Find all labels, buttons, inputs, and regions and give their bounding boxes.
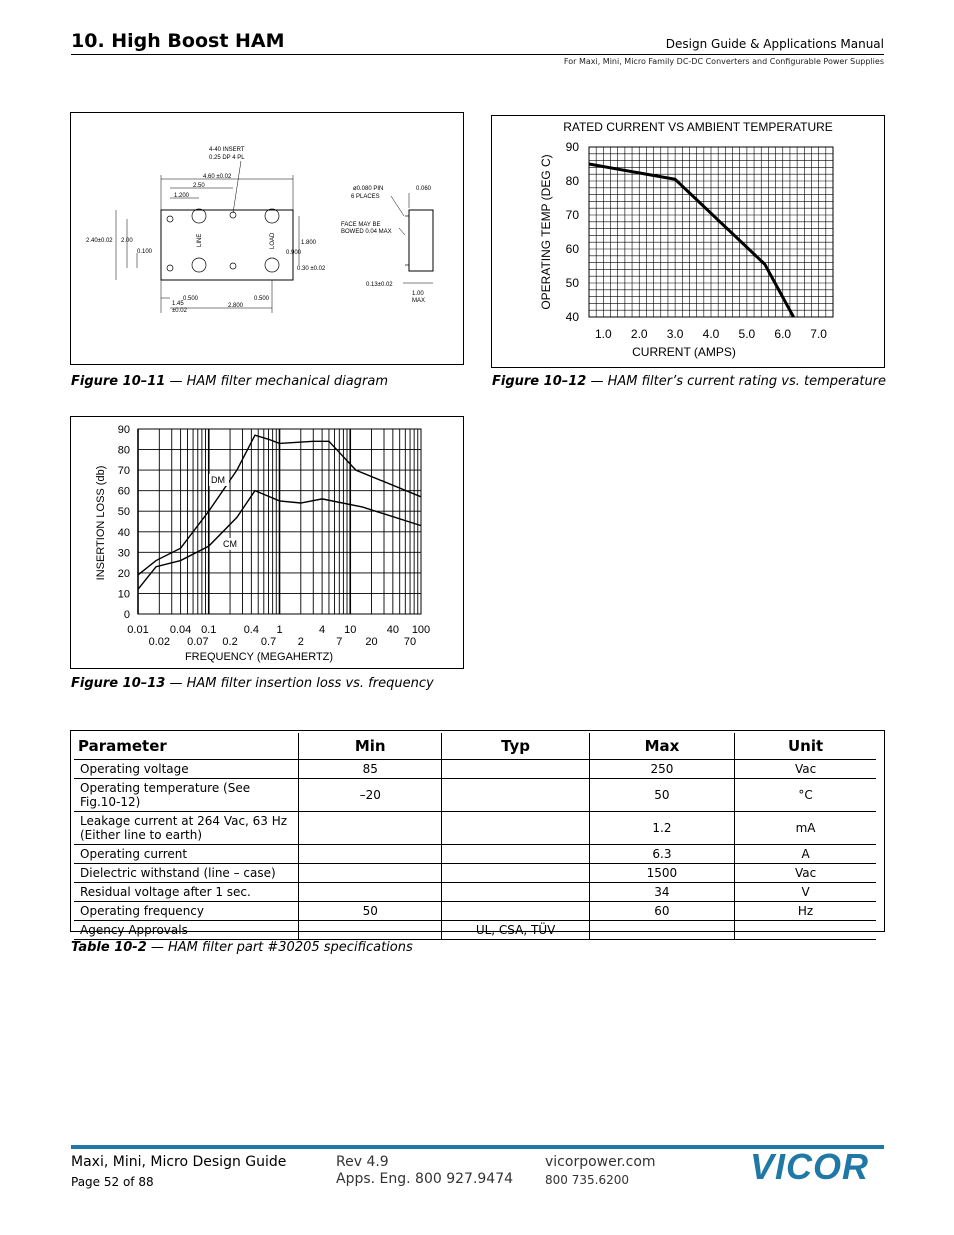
label-0060: 0.060	[416, 186, 432, 192]
svg-text:VICOR: VICOR	[750, 1150, 870, 1184]
table-row	[74, 902, 876, 921]
label-load: LOAD	[270, 232, 276, 249]
table-cell: Operating temperature (See Fig.10-12)	[74, 779, 299, 812]
x-tick-label: 100	[411, 624, 431, 636]
label-face2: BOWED 0.04 MAX	[341, 229, 392, 235]
label-200: 2.00	[121, 238, 133, 244]
label-013: 0.13±0.02	[366, 282, 393, 288]
x-axis-label: FREQUENCY (MEGAHERTZ)	[184, 651, 334, 663]
table-row	[74, 779, 876, 812]
label-1800: 1.800	[301, 240, 317, 246]
y-tick-label: 0	[123, 609, 130, 621]
x-tick-label: 7	[336, 636, 343, 648]
table-cell: Operating frequency	[74, 902, 299, 921]
chart-insertion-box	[70, 416, 464, 669]
y-tick-label: 70	[565, 208, 579, 222]
label-0100: 0.100	[137, 249, 153, 255]
table-cell: 6.3	[589, 845, 734, 864]
label-0500b: 0.500	[254, 296, 270, 302]
x-tick-label: 0.1	[201, 624, 217, 636]
figure-13-caption: Figure 10–13 — HAM filter insertion loss vs. frequency	[71, 676, 434, 691]
spec-table-box	[70, 730, 885, 937]
table-cell: V	[735, 883, 876, 902]
header-typ: Typ	[442, 733, 589, 760]
table-cell	[442, 760, 589, 779]
table-row	[74, 760, 876, 779]
y-axis-label: INSERTION LOSS (db)	[95, 465, 107, 581]
y-tick-label: 90	[565, 140, 579, 154]
table-cell: UL, CSA, TÜV	[442, 921, 589, 940]
x-tick-label: 70	[403, 636, 417, 648]
header-parameter: Parameter	[74, 733, 299, 760]
table-cell	[299, 921, 442, 940]
table-cell: 50	[589, 779, 734, 812]
header-unit: Unit	[735, 733, 876, 760]
table-cell: A	[735, 845, 876, 864]
table-cell: Vac	[735, 864, 876, 883]
x-tick-label: 40	[386, 624, 399, 636]
label-1200: 1.200	[174, 193, 190, 199]
header-max: Max	[589, 733, 734, 760]
mechanical-diagram	[71, 113, 463, 364]
x-tick-label: 1	[276, 624, 283, 636]
y-tick-label: 40	[117, 526, 130, 539]
table-cell: 85	[299, 760, 442, 779]
label-line: LINE	[197, 233, 203, 247]
label-max: MAX	[412, 298, 426, 304]
chart-insertion-loss	[71, 417, 463, 668]
manual-subtitle: For Maxi, Mini, Micro Family DC-DC Converters and Configurable Power Supplies	[563, 57, 884, 66]
y-tick-label: 30	[117, 547, 130, 560]
table-row	[74, 883, 876, 902]
x-tick-label: 20	[365, 636, 378, 648]
table-cell: 1.2	[589, 812, 734, 845]
label-250: 2.50	[193, 183, 205, 189]
page-title: 10. High Boost HAM	[71, 30, 285, 52]
table-row	[74, 812, 876, 845]
x-tick-label: 0.2	[222, 636, 238, 648]
y-tick-label: 70	[117, 465, 130, 478]
header-min: Min	[299, 733, 442, 760]
table-cell	[442, 864, 589, 883]
footer-rev: Rev 4.9	[336, 1154, 389, 1170]
table-cell: °C	[735, 779, 876, 812]
table-cell: 250	[589, 760, 734, 779]
y-tick-label: 80	[565, 174, 579, 188]
x-tick-label: 4	[319, 624, 326, 636]
label-insert2: 0.25 DP 4 PL	[209, 155, 245, 161]
table-cell: Dielectric withstand (line – case)	[74, 864, 299, 883]
table-cell	[299, 845, 442, 864]
figure-12-caption: Figure 10–12 — HAM filter’s current rating vs. temperature	[492, 374, 887, 389]
y-axis-label: OPERATING TEMP (DEG C)	[539, 154, 553, 310]
table-cell: 50	[299, 902, 442, 921]
table-cell: Hz	[735, 902, 876, 921]
series-label-dm: DM	[211, 475, 225, 485]
label-face: FACE MAY BE	[341, 222, 381, 228]
table-cell: 34	[589, 883, 734, 902]
x-tick-label: 7.0	[810, 327, 827, 341]
table-cell	[442, 902, 589, 921]
y-tick-label: 10	[117, 588, 130, 601]
table-cell: Residual voltage after 1 sec.	[74, 883, 299, 902]
y-tick-label: 20	[117, 567, 130, 580]
y-tick-label: 60	[565, 242, 579, 256]
x-tick-label: 3.0	[666, 327, 684, 341]
label-030: 0.30 ±0.02	[297, 266, 326, 272]
table-cell	[299, 883, 442, 902]
label-100: 1.00	[412, 291, 424, 297]
chart-current-vs-temp	[492, 116, 884, 367]
table-cell	[442, 812, 589, 845]
table-cell	[442, 779, 589, 812]
x-tick-label: 2.0	[630, 327, 648, 341]
label-0500a: 0.500	[183, 296, 199, 302]
y-tick-label: 40	[565, 310, 579, 324]
table-cell	[299, 812, 442, 845]
x-tick-label: 2	[297, 636, 304, 648]
table-cell	[299, 864, 442, 883]
series-label-cm: CM	[223, 539, 237, 549]
x-tick-label: 5.0	[738, 327, 756, 341]
label-145: 1.45	[172, 301, 184, 307]
x-tick-label: 0.4	[243, 624, 259, 636]
table-cell: Leakage current at 264 Vac, 63 Hz (Either line to earth)	[74, 812, 299, 845]
vicor-logo	[750, 1150, 885, 1184]
manual-title: Design Guide & Applications Manual	[665, 37, 884, 51]
y-tick-label: 90	[117, 424, 130, 436]
chart-title: RATED CURRENT VS AMBIENT TEMPERATURE	[563, 120, 833, 134]
y-tick-label: 80	[117, 444, 130, 457]
table-body	[74, 760, 876, 940]
x-tick-label: 6.0	[774, 327, 792, 341]
label-460: 4.60 ±0.02	[203, 174, 232, 180]
table-cell	[442, 845, 589, 864]
table-cell: 1500	[589, 864, 734, 883]
table-cell	[589, 921, 734, 940]
label-0900: 0.900	[286, 250, 302, 256]
x-tick-label: 10	[344, 624, 357, 636]
table-cell: Operating current	[74, 845, 299, 864]
figure-11-caption: Figure 10–11 — HAM filter mechanical diagram	[71, 374, 388, 389]
x-tick-label: 0.04	[169, 624, 192, 636]
y-tick-label: 50	[117, 506, 130, 519]
x-axis-label: CURRENT (AMPS)	[632, 345, 736, 359]
table-header-row	[74, 733, 876, 760]
x-tick-label: 0.01	[127, 624, 149, 636]
header-rule	[71, 54, 884, 55]
label-insert: 4-40 INSERT	[209, 147, 245, 153]
y-tick-label: 60	[117, 485, 130, 498]
x-tick-label: 0.7	[260, 636, 277, 648]
spec-table	[74, 733, 876, 940]
mechanical-diagram-box	[70, 112, 464, 365]
label-240: 2.40±0.02	[86, 238, 113, 244]
table-cell: 60	[589, 902, 734, 921]
table-cell	[442, 883, 589, 902]
table-cell: Operating voltage	[74, 760, 299, 779]
x-tick-label: 1.0	[595, 327, 612, 341]
label-145b: ±0.02	[172, 308, 187, 314]
series-line-rating	[589, 164, 794, 317]
footer-rule	[71, 1145, 884, 1149]
x-tick-label: 4.0	[702, 327, 720, 341]
chart-current-box	[491, 115, 885, 368]
footer-page: Page 52 of 88	[71, 1175, 154, 1189]
table-caption: Table 10-2 — HAM filter part #30205 specifications	[71, 940, 413, 955]
table-row	[74, 921, 876, 940]
y-tick-label: 50	[565, 276, 579, 290]
table-row	[74, 864, 876, 883]
table-cell: mA	[735, 812, 876, 845]
x-tick-label: 0.07	[187, 636, 209, 648]
x-tick-label: 0.02	[148, 636, 171, 648]
table-cell	[735, 921, 876, 940]
footer-guide: Maxi, Mini, Micro Design Guide	[71, 1154, 287, 1170]
label-pin2: 6 PLACES	[351, 194, 380, 200]
label-pin: ø0.080 PIN	[353, 186, 384, 192]
footer-apps: Apps. Eng. 800 927.9474	[336, 1171, 514, 1187]
table-row	[74, 845, 876, 864]
footer-phone: 800 735.6200	[545, 1173, 629, 1187]
label-2800: 2.800	[228, 303, 244, 309]
table-cell: Vac	[735, 760, 876, 779]
table-cell: –20	[299, 779, 442, 812]
footer-web[interactable]: vicorpower.com	[545, 1154, 656, 1170]
table-cell: Agency Approvals	[74, 921, 299, 940]
